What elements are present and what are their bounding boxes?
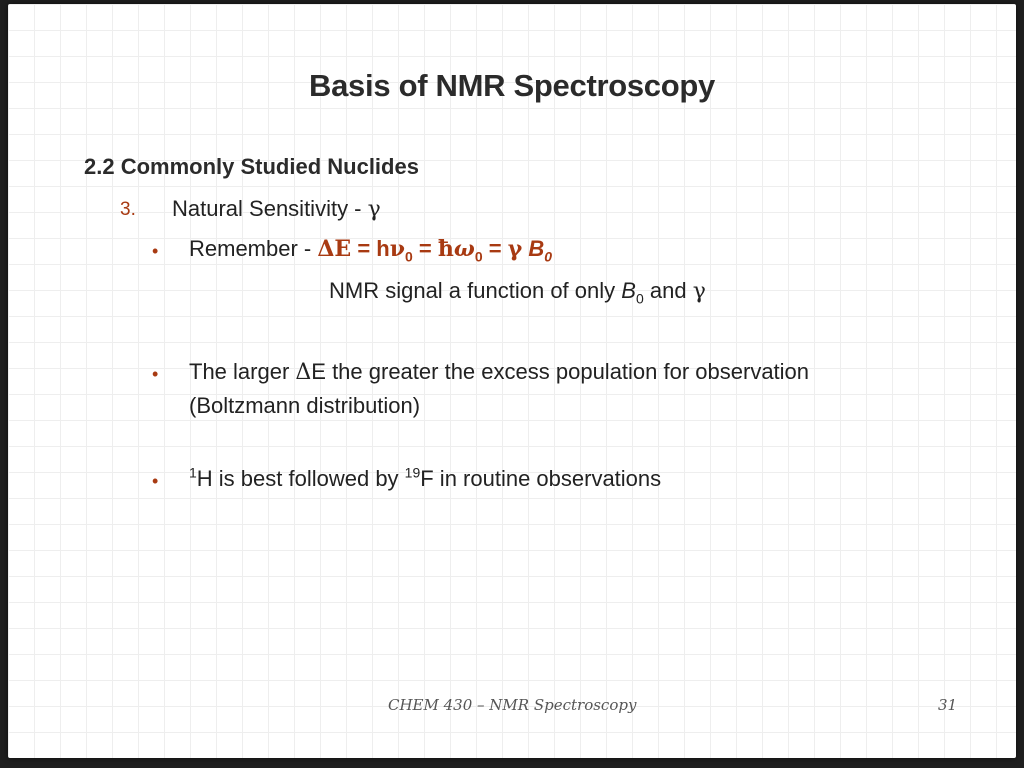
slide-number: 31 bbox=[938, 696, 958, 714]
bullet-marker: • bbox=[152, 364, 159, 384]
slide-title: Basis of NMR Spectroscopy bbox=[309, 68, 715, 103]
delta-symbol: Δ bbox=[295, 360, 312, 385]
equation: $\Delta E = h\nu_0$ = $ħ\omega_0 = \gamma$ $B_0$ bbox=[317, 236, 553, 265]
bullet-marker: • bbox=[152, 471, 159, 491]
bullet-marker: • bbox=[152, 241, 159, 261]
list-number: 3. bbox=[120, 199, 136, 220]
bullet-boltzmann-line: (Boltzmann distribution) bbox=[189, 393, 421, 418]
section-heading: 2.2 Commonly Studied Nuclides bbox=[84, 154, 419, 179]
note-line: NMR signal a function of only $B_0$ and γ bbox=[329, 278, 706, 307]
bullet-nuclides: $^1$H is best followed by $^{19}$F in routine observations bbox=[189, 464, 662, 491]
bullet-remember bbox=[189, 236, 553, 265]
list-item-text: Natural Sensitivity - bbox=[172, 196, 368, 221]
bullet-remember-label: Remember - bbox=[189, 236, 318, 261]
footer-course-title: CHEM 430 – NMR Spectroscopy bbox=[388, 696, 637, 714]
bullet-larger-delta-e: The larger ΔE the greater the excess population for observation bbox=[189, 359, 810, 385]
list-item-natural-sensitivity bbox=[172, 196, 381, 223]
gamma-symbol: γ bbox=[367, 197, 381, 222]
